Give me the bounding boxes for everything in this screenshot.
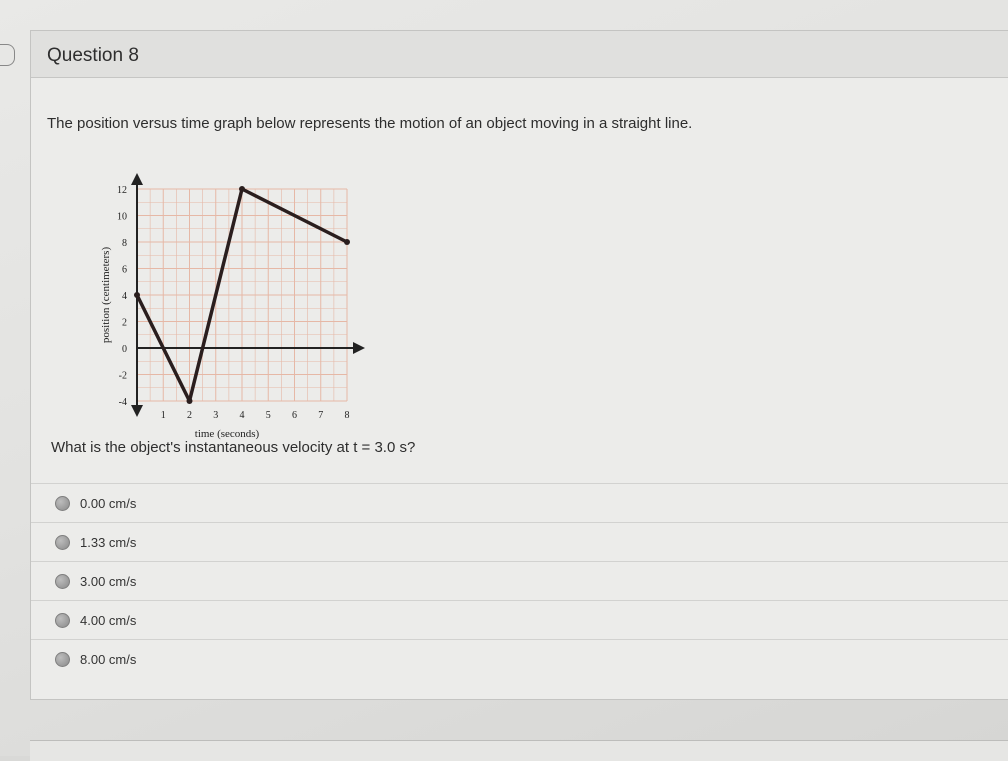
radio-button[interactable] bbox=[55, 496, 70, 511]
y-tick-label: 4 bbox=[122, 291, 127, 302]
data-point bbox=[187, 398, 193, 404]
x-tick-label: 6 bbox=[292, 410, 297, 421]
position-time-chart bbox=[67, 151, 367, 451]
y-tick-label: 6 bbox=[122, 264, 127, 276]
y-axis-arrow-down bbox=[131, 405, 143, 417]
data-point bbox=[239, 186, 245, 192]
data-point bbox=[134, 292, 140, 298]
answer-option[interactable] bbox=[31, 561, 1008, 600]
x-tick-label: 7 bbox=[318, 410, 324, 421]
y-tick-label: -2 bbox=[118, 370, 127, 382]
y-axis-label: position (centimeters) bbox=[100, 246, 112, 344]
x-tick-label: 8 bbox=[344, 410, 350, 421]
y-tick-label: 0 bbox=[122, 344, 127, 355]
answer-option[interactable] bbox=[31, 483, 1008, 522]
x-tick-label: 4 bbox=[239, 410, 245, 421]
collapse-tab[interactable] bbox=[0, 44, 15, 66]
y-tick-label: 12 bbox=[117, 185, 127, 196]
question-text: The position versus time graph below represents the motion of an object moving in a straight line. bbox=[47, 115, 693, 132]
radio-button[interactable] bbox=[55, 652, 70, 667]
answer-label: 1.33 cm/s bbox=[80, 534, 137, 550]
answer-label: 3.00 cm/s bbox=[80, 573, 137, 589]
x-axis-label: time (seconds) bbox=[194, 428, 260, 440]
chart-svg bbox=[67, 151, 367, 451]
data-point bbox=[344, 239, 350, 245]
answer-option[interactable] bbox=[31, 522, 1008, 561]
x-tick-label: 3 bbox=[213, 410, 219, 421]
next-question-card-edge bbox=[30, 740, 1008, 761]
question-header bbox=[31, 31, 1008, 78]
y-tick-label: -4 bbox=[118, 397, 127, 408]
question-prompt: What is the object's instantaneous velocity at t = 3.0 s? bbox=[51, 439, 416, 456]
radio-button[interactable] bbox=[55, 535, 70, 550]
y-tick-label: 10 bbox=[117, 211, 127, 223]
radio-button[interactable] bbox=[55, 574, 70, 589]
answer-option[interactable] bbox=[31, 600, 1008, 639]
x-tick-label: 5 bbox=[265, 410, 271, 421]
answer-label: 0.00 cm/s bbox=[80, 495, 137, 511]
answer-label: 4.00 cm/s bbox=[80, 612, 137, 628]
x-tick-label: 1 bbox=[160, 410, 166, 421]
question-title: Question 8 bbox=[47, 45, 139, 66]
x-axis-arrow bbox=[353, 342, 365, 354]
question-card bbox=[30, 30, 1008, 700]
answer-label: 8.00 cm/s bbox=[80, 651, 137, 667]
y-tick-label: 8 bbox=[122, 238, 127, 249]
answer-option[interactable] bbox=[31, 639, 1008, 678]
x-tick-label: 2 bbox=[187, 410, 192, 421]
radio-button[interactable] bbox=[55, 613, 70, 628]
answer-list bbox=[31, 483, 1008, 678]
y-axis-arrow-up bbox=[131, 173, 143, 185]
y-tick-label: 2 bbox=[122, 317, 127, 329]
